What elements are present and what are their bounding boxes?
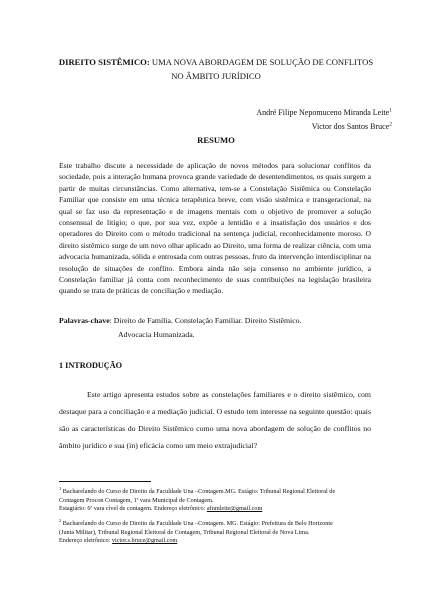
footnote-1 bbox=[59, 485, 377, 514]
title-line-2: NO ÂMBITO JURÍDICO bbox=[171, 71, 261, 81]
author-1-footnote-mark[interactable]: 1 bbox=[389, 107, 392, 114]
title-bold: DIREITO SISTÊMICO: bbox=[58, 57, 150, 67]
title-rest: UMA NOVA ABORDAGEM DE SOLUÇÃO DE CONFLITOS bbox=[149, 57, 374, 67]
footnote-2-line-3 bbox=[59, 537, 377, 546]
footnote-1-line-2: Contagem Procon Contagem, 1ª vara Municipal de Contagem. bbox=[59, 496, 214, 504]
author-2-name: Victor dos Santos Bruce bbox=[311, 122, 390, 131]
footnote-2-text-1: Bacharelando do Curso de Direito da Faculdade Una –Contagem. MG. Estágio: Prefeitura de Belo Horizonte bbox=[61, 520, 333, 527]
introduction-text bbox=[59, 386, 371, 454]
author-1 bbox=[256, 108, 392, 117]
abstract-heading: RESUMO bbox=[197, 135, 235, 145]
footnote-2-email-link[interactable]: victor.s.bruce@gmail.com bbox=[111, 537, 178, 545]
footnote-1-mark: 1 bbox=[59, 485, 62, 491]
abstract-text: Este trabalho discute a necessidade de aplicação de novos métodos para solucionar conflitos da sociedade, pois a interação humana provoca grande variedade de desentendimentos, os quais surgem a partir de muitas circunstâncias. Como alternativa, tem-se a Constelação Sistêmica ou Constelação Familiar que consiste em uma técnica terapêutica breve, com visão sistêmica e transgeracional, na qual se faz uso da representação e de imagens mentais com o objetivo de promover a solução consensual de litígio; o que, por sua vez, expõe a lentidão e a insatisfação dos usuários e dos operadores do Direito com o método tradicional na sentença judicial, reconhecidamente moroso. O direito sistêmico surge de um novo olhar aplicado ao Direito, uma forma de realizar ciência, com uma advocacia humanizada, sólida e entrosada com outras pessoas, fruto da intervenção interdisciplinar na resolução de situações de conflito. Embora ainda não seja consenso no ambiente jurídico, a Constelação familiar já conta com reconhecimento de suas contribuições na legislação brasileira quando se trata de práticas de conciliação e mediação. bbox=[59, 161, 371, 296]
author-1-name: André Filipe Nepomuceno Miranda Leite bbox=[256, 108, 390, 117]
footnote-1-email-label: Estagiário: 6ª vara cível de contagem. Endereço eletrônico: bbox=[59, 505, 207, 513]
footnote-1-text-1: Bacharelando do Curso de Direito da Faculdade Una –Contagem.MG. Estágio: Tribunal Regional Eleitoral de bbox=[61, 488, 336, 495]
author-2 bbox=[312, 122, 392, 131]
footnote-2-mark: 2 bbox=[59, 517, 62, 523]
footnote-1-line-3 bbox=[59, 505, 377, 514]
footnote-2-line-2: (Junta Militar), Tribunal Regional Eleitoral de Contagem, Tribunal Regional Eleitoral de Nova Lima. bbox=[59, 528, 310, 536]
section-heading: 1 INTRODUÇÃO bbox=[59, 361, 123, 370]
footnote-1-line-1 bbox=[59, 485, 377, 497]
keywords-line-2: Advocacia Humanizada. bbox=[118, 330, 195, 339]
footnote-2-email-label: Endereço eletrônico: bbox=[59, 537, 112, 545]
footnote-2 bbox=[59, 517, 377, 546]
title-line-1 bbox=[50, 55, 382, 69]
keywords-list-1: : Direito de Família. Constelação Familiar. Direito Sistêmico. bbox=[109, 316, 302, 325]
introduction-body: Este artigo apresenta estudos sobre as constelações familiares e o direito sistêmico, com destaque para a conciliação e a mediação judicial. O estudo tem interesse na seguinte questão: quais são as características do Direito Sistêmico como uma nova abordagem de solução de conflitos no âmbito jurídico e sua (in) eficácia como um meio extrajudicial? bbox=[59, 390, 371, 450]
author-2-footnote-mark[interactable]: 2 bbox=[389, 121, 392, 128]
footnote-divider bbox=[59, 481, 151, 482]
footnote-1-email-link[interactable]: afnmleite@gmail.com bbox=[206, 505, 263, 513]
footnote-2-line-1 bbox=[59, 517, 377, 529]
paper-title bbox=[50, 55, 382, 83]
keywords-line-1 bbox=[59, 315, 379, 327]
keywords-label: Palavras-chave bbox=[59, 316, 110, 325]
